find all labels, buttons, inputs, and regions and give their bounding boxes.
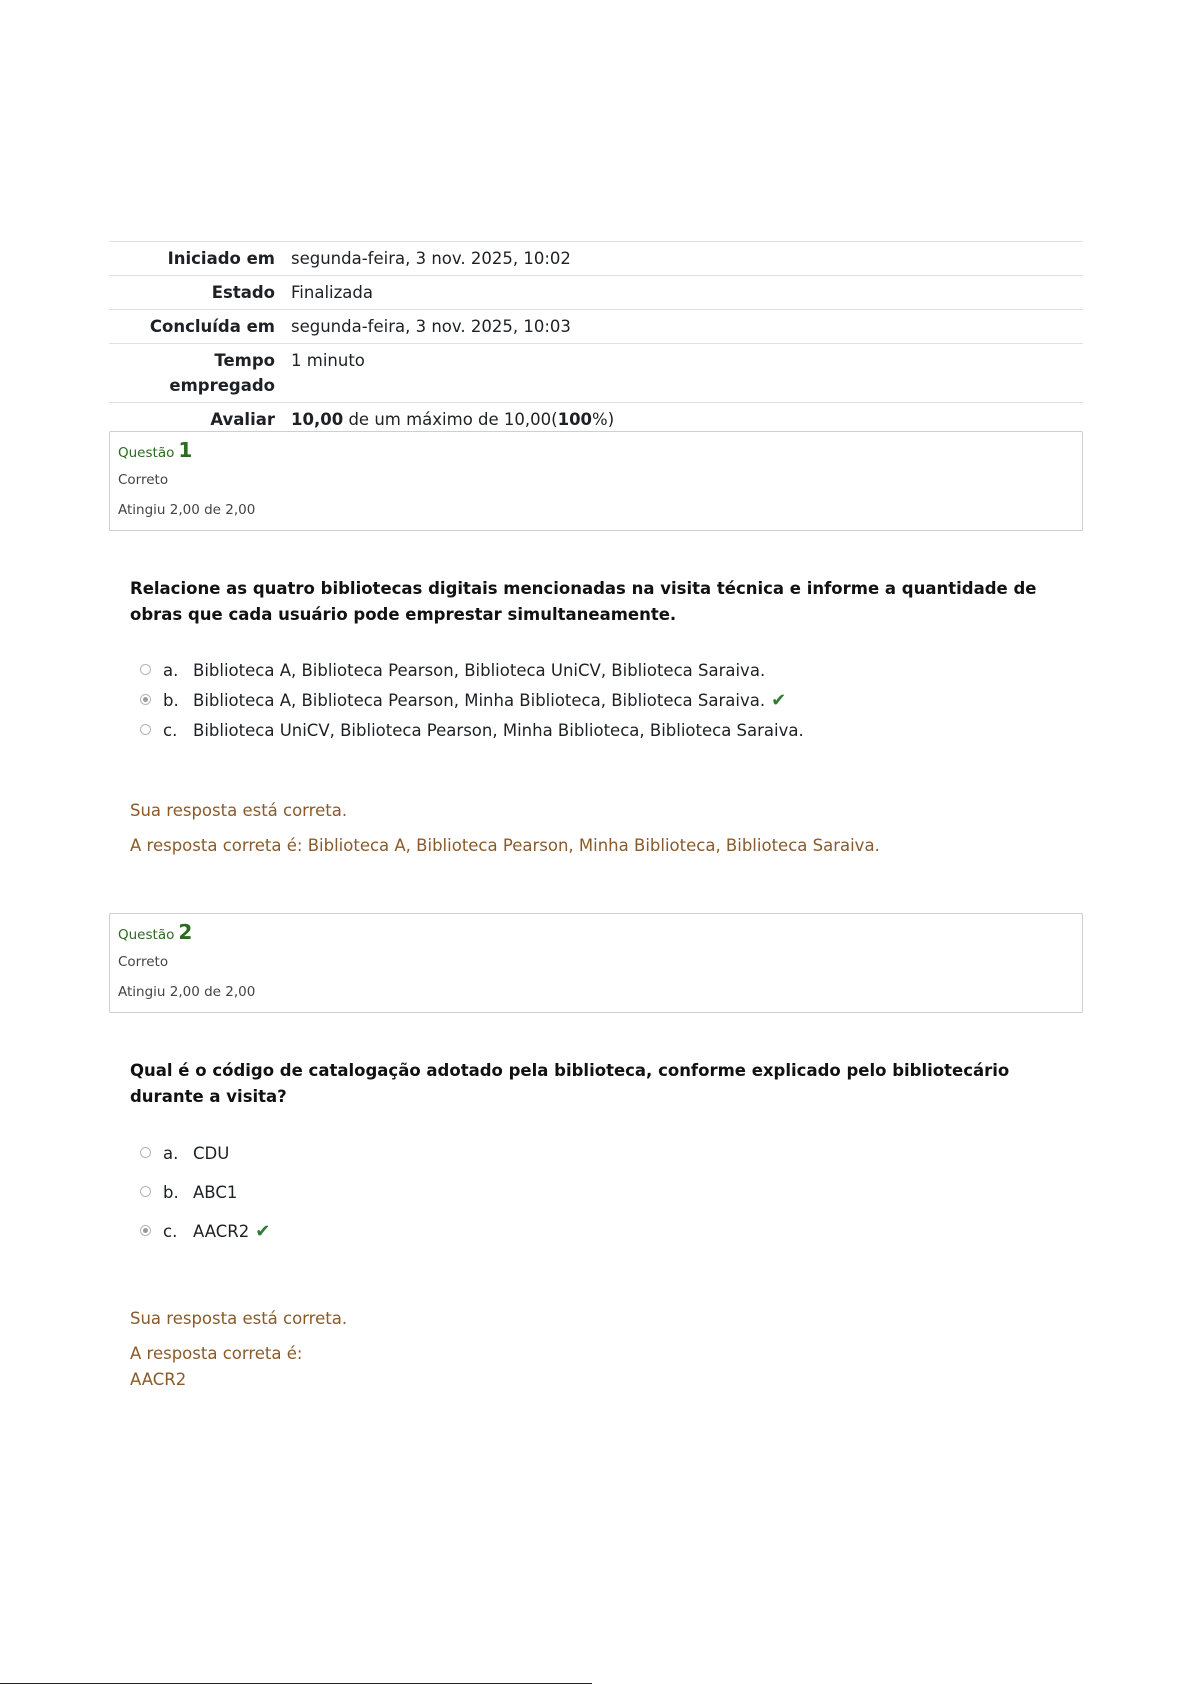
option-text: ABC1 bbox=[193, 1183, 238, 1202]
option-text: CDU bbox=[193, 1144, 230, 1163]
radio-icon[interactable] bbox=[140, 694, 151, 705]
question-number bbox=[118, 438, 192, 462]
question-prefix: Questão bbox=[118, 927, 175, 943]
radio-icon[interactable] bbox=[140, 1186, 151, 1197]
question-text-2: Qual é o código de catalogação adotado pela biblioteca, conforme explicado pelo bibliotecário durante a visita? bbox=[130, 1061, 1010, 1106]
summary-label: Iniciado em bbox=[109, 242, 283, 276]
summary-label: Estado bbox=[109, 276, 283, 310]
radio-icon[interactable] bbox=[140, 664, 151, 675]
question-number bbox=[118, 920, 192, 944]
option-letter: a. bbox=[163, 661, 179, 680]
grade-percent: 100 bbox=[557, 410, 593, 429]
option-letter: b. bbox=[163, 1183, 179, 1202]
right-answer-label-2: A resposta correta é: bbox=[130, 1344, 303, 1363]
summary-row-completed bbox=[109, 310, 1083, 344]
question-state: Correto bbox=[118, 954, 169, 970]
summary-value: segunda-feira, 3 nov. 2025, 10:03 bbox=[283, 310, 1083, 344]
page-bottom-rule bbox=[0, 1683, 592, 1684]
option-letter: b. bbox=[163, 691, 179, 710]
summary-label: Tempo empregado bbox=[109, 344, 283, 403]
feedback-correct-2: Sua resposta está correta. bbox=[130, 1309, 348, 1328]
question-number-value: 1 bbox=[178, 438, 193, 462]
question-prefix: Questão bbox=[118, 445, 175, 461]
question-info-1 bbox=[109, 431, 1083, 531]
option-letter: c. bbox=[163, 721, 178, 740]
radio-icon[interactable] bbox=[140, 724, 151, 735]
radio-icon[interactable] bbox=[140, 1225, 151, 1236]
right-answer-value-2: AACR2 bbox=[130, 1370, 187, 1389]
grade-end: %) bbox=[592, 410, 615, 429]
question-grade: Atingiu 2,00 de 2,00 bbox=[118, 502, 256, 518]
option-text-with-check bbox=[193, 1219, 270, 1245]
grade-score: 10,00 bbox=[291, 410, 344, 429]
option-text-with-check bbox=[193, 688, 786, 714]
grade-mid: de um máximo de 10,00( bbox=[343, 410, 558, 429]
summary-value: Finalizada bbox=[283, 276, 1083, 310]
summary-value: 1 minuto bbox=[283, 344, 1083, 403]
question-text-1: Relacione as quatro bibliotecas digitais mencionadas na visita técnica e informe a quantidade de obras que cada usuário pode emprestar simultaneamente. bbox=[130, 579, 1037, 624]
summary-label: Avaliar bbox=[109, 403, 283, 438]
question-state: Correto bbox=[118, 472, 169, 488]
attempt-summary-table bbox=[109, 241, 1083, 437]
option-text: Biblioteca A, Biblioteca Pearson, Biblioteca UniCV, Biblioteca Saraiva. bbox=[193, 661, 766, 680]
check-icon: ✔ bbox=[771, 690, 787, 711]
question-info-2 bbox=[109, 913, 1083, 1013]
option-text: Biblioteca A, Biblioteca Pearson, Minha Biblioteca, Biblioteca Saraiva. bbox=[193, 691, 766, 710]
summary-value: segunda-feira, 3 nov. 2025, 10:02 bbox=[283, 242, 1083, 276]
check-icon: ✔ bbox=[255, 1221, 271, 1242]
right-answer-1: A resposta correta é: Biblioteca A, Biblioteca Pearson, Minha Biblioteca, Biblioteca Saraiva. bbox=[130, 836, 880, 855]
question-grade: Atingiu 2,00 de 2,00 bbox=[118, 984, 256, 1000]
question-number-value: 2 bbox=[178, 920, 193, 944]
feedback-correct-1: Sua resposta está correta. bbox=[130, 801, 348, 820]
radio-icon[interactable] bbox=[140, 1147, 151, 1158]
summary-label: Concluída em bbox=[109, 310, 283, 344]
option-letter: c. bbox=[163, 1222, 178, 1241]
summary-row-started bbox=[109, 242, 1083, 276]
option-letter: a. bbox=[163, 1144, 179, 1163]
option-text: Biblioteca UniCV, Biblioteca Pearson, Minha Biblioteca, Biblioteca Saraiva. bbox=[193, 721, 804, 740]
summary-row-state bbox=[109, 276, 1083, 310]
option-text: AACR2 bbox=[193, 1222, 250, 1241]
summary-row-time-taken bbox=[109, 344, 1083, 403]
